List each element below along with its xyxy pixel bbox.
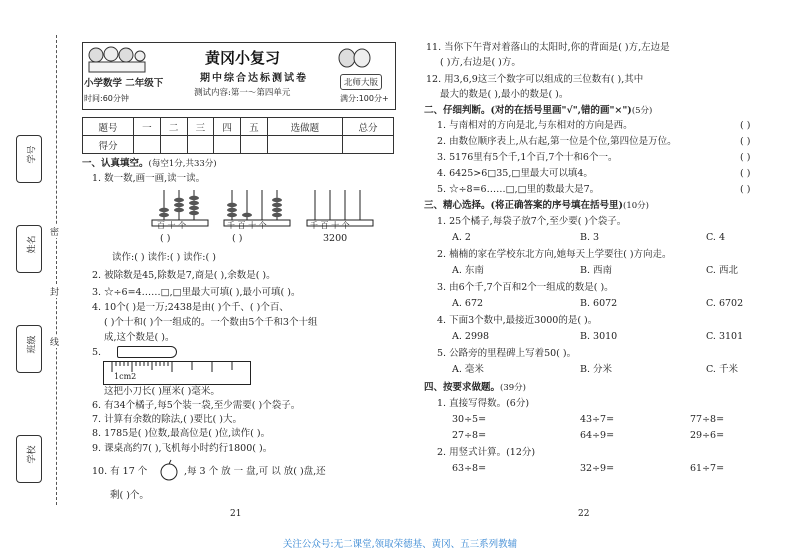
page-number-right: 22 [578,509,590,519]
question-2: 2. 被除数是45,除数是7,商是( ),余数是( )。 [92,270,276,281]
section-1-title: 一、认真填空。(每空1分,共33分) [82,158,217,169]
kids-illustration [86,45,146,73]
judge-2: 2. 由数位顺序表上,从右起,第一位是个位,第四位是万位。 [437,136,677,147]
school-label: 学校 [16,435,42,483]
option: A. 东南 [452,265,484,276]
answer-blank[interactable]: ( ) [232,233,243,244]
student-id-label: 学号 [16,135,42,183]
table-row: 得分 [83,136,394,154]
choice-1: 1. 25个橘子,每袋子放7个,至少要( )个袋子。 [437,216,627,227]
question-7: 7. 计算有余数的除法,( )要比( )大。 [92,414,242,425]
exam-title: 期中综合达标测试卷 [200,73,308,84]
option: A. 毫米 [452,364,484,375]
score-cell[interactable] [267,136,342,154]
calc-item: 63÷8= [452,463,487,474]
question-11-cont: ( )方,右边是( )方。 [440,57,521,68]
question-12: 12. 用3,6,9这三个数字可以组成的三位数有( ),其中 [426,74,644,85]
question-9: 9. 课桌高约7( ),飞机每小时约行1800( )。 [92,443,273,454]
seal-char: 封 [50,285,59,298]
answer-blank[interactable]: ( ) [160,233,171,244]
calc-item: 32÷9= [580,463,615,474]
option: B. 3010 [580,331,618,342]
logo-title: 黄冈小复习 [205,49,281,67]
version-badge: 北师大版 [340,74,382,90]
question-12-cont: 最大的数是( ),最小的数是( )。 [440,89,569,100]
subject-label: 小学数学 二年级下 [84,78,164,89]
abacus-number: 3200 [323,233,348,244]
table-row: 题号 一 二 三 四 五 选做题 总分 [83,118,394,136]
ruler-label: 1cm2 [114,372,137,381]
question-11: 11. 当你下午背对着落山的太阳时,你的背面是( )方,左边是 [426,42,670,53]
option: B. 3 [580,232,600,243]
calc-item: 64÷9= [580,430,615,441]
judge-answer[interactable]: ( ) [740,168,751,179]
question-4-cont: ( )个十和( )个一组成的。一个数由5个千和3个十组 [104,317,318,328]
option: B. 6072 [580,298,618,309]
option: A. 672 [452,298,484,309]
question-5-text: 这把小刀长( )厘米( )毫米。 [104,386,220,397]
abacus-label: 千 百 十 个 [227,221,267,230]
judge-1: 1. 与南相对的方向是北,与东相对的方向是西。 [437,120,633,131]
judge-4: 4. 6425>6□35,□里最大可以填4。 [437,168,593,179]
class-label: 班级 [16,325,42,373]
option: B. 西南 [580,265,613,276]
name-label: 姓名 [16,225,42,273]
question-5: 5. [92,347,102,358]
question-10: 10. 有 17 个 [92,466,148,477]
seal-char: 线 [50,335,59,348]
choice-3: 3. 由6个千,7个百和2个一组成的数是( )。 [437,282,614,293]
score-cell[interactable] [241,136,268,154]
option: C. 西北 [706,265,738,276]
option: A. 2998 [452,331,490,342]
cut-line [56,35,57,505]
question-6: 6. 有34个橘子,每5个装一袋,至少需要( )个袋子。 [92,400,301,411]
score-table [82,117,394,154]
calc-item: 29÷6= [690,430,725,441]
section-2-title: 二、仔细判断。(对的在括号里画"√",错的画"×")(5分) [424,105,653,116]
score-cell[interactable] [214,136,241,154]
score-cell[interactable] [133,136,160,154]
footer-note: 关注公众号:无二课堂,领取荣德基、黄冈、五三系列教辅 [282,539,518,550]
question-3: 3. ☆÷6=4……□,□里最大可填( ),最小可填( )。 [92,287,301,298]
read-line: 读作:( ) 读作:( ) 读作:( ) [112,252,216,263]
score-cell[interactable] [342,136,393,154]
calc-item: 43÷7= [580,414,615,425]
question-4: 4. 10个( )是一万;2438是由( )个千、( )个百、 [92,302,289,313]
page-number-left: 21 [230,509,242,519]
abacus-label: 百 十 个 [157,221,187,230]
judge-answer[interactable]: ( ) [740,136,751,147]
judge-answer[interactable]: ( ) [740,152,751,163]
score-cell[interactable] [160,136,187,154]
option: C. 千米 [706,364,738,375]
task-2: 2. 用竖式计算。(12分) [437,447,536,458]
question-1: 1. 数一数,画一画,读一读。 [92,173,206,184]
calc-item: 61÷7= [690,463,725,474]
judge-3: 3. 5176里有5个千,1个百,7个十和6个一。 [437,152,618,163]
option: C. 4 [706,232,726,243]
knife-illustration [117,346,177,358]
ruler [103,361,251,385]
choice-2: 2. 楠楠的家在学校东北方向,她每天上学要往( )方向走。 [437,249,672,260]
calc-item: 27÷8= [452,430,487,441]
test-scope: 测试内容:第一～第四单元 [194,88,291,98]
apple-icon [158,459,180,481]
full-mark: 满分:100分+ [340,94,389,103]
judge-answer[interactable]: ( ) [740,120,751,131]
binding-strip [10,35,66,505]
time-limit: 时间:60分钟 [84,94,129,103]
calc-item: 30÷5= [452,414,487,425]
abacus-label: 千 百 十 个 [310,221,350,230]
option: B. 分米 [580,364,613,375]
choice-4: 4. 下面3个数中,最接近3000的是( )。 [437,315,598,326]
task-1: 1. 直接写得数。(6分) [437,398,530,409]
section-4-title: 四、按要求做题。(39分) [424,382,526,393]
calc-item: 77÷8= [690,414,725,425]
section-3-title: 三、精心选择。(将正确答案的序号填在括号里)(10分) [424,200,649,211]
question-10-text: ,每 3 个 放 一 盘,可 以 放( )盘,还 [184,466,326,477]
choice-5: 5. 公路旁的里程碑上写着50( )。 [437,348,577,359]
score-cell[interactable] [187,136,214,154]
question-10-cont: 剩( )个。 [110,490,149,501]
option: C. 3101 [706,331,744,342]
question-4-cont: 成,这个数是( )。 [104,332,175,343]
option: C. 6702 [706,298,744,309]
judge-5: 5. ☆÷8=6……□,□里的数最大是7。 [437,184,600,195]
balloon-icon [335,48,375,72]
seal-char: 密 [50,225,59,238]
option: A. 2 [452,232,471,243]
judge-answer[interactable]: ( ) [740,184,751,195]
question-8: 8. 1785是( )位数,最高位是( )位,读作( )。 [92,428,271,439]
